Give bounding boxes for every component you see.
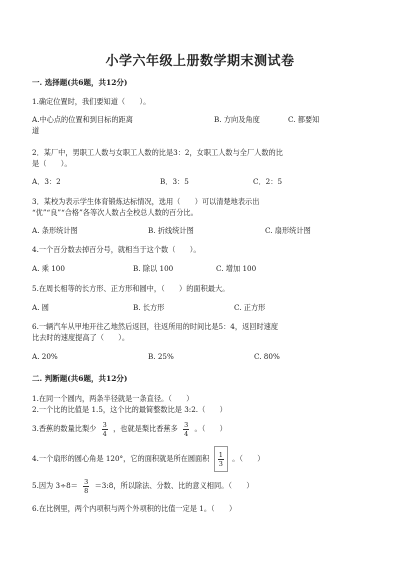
question-4: 4.一个百分数去掉百分号，就相当于这个数（ ）。 bbox=[32, 245, 201, 254]
q1-option-a-wrap: 道 bbox=[32, 126, 40, 135]
judgement-3-text-c: 。（ ） bbox=[194, 424, 227, 433]
q4-option-b[interactable]: B. 除以 100 bbox=[133, 264, 174, 273]
q3-option-c[interactable]: C. 扇形统计图 bbox=[265, 226, 311, 235]
judgement-6: 6.在比例里，两个内项积与两个外项积的比值一定是 1。（ ） bbox=[32, 504, 237, 513]
judgement-4-text-a: 4.一个扇形的圆心角是 120°，它的面积就是所在圆面积 bbox=[32, 454, 210, 463]
question-1: 1.确定位置时，我们要知道（ ）。 bbox=[32, 97, 151, 106]
judgement-3-text-b: ，也就是梨比香蕉多 bbox=[113, 424, 178, 433]
q3-option-a[interactable]: A. 条形统计图 bbox=[32, 226, 78, 235]
fraction-denominator: 3 bbox=[218, 459, 223, 468]
fraction-numerator: 3 bbox=[84, 477, 89, 486]
fraction-three-eighths bbox=[83, 478, 89, 495]
question-5: 5.在周长相等的长方形、正方形和圆中，（ ）的面积最大。 bbox=[32, 284, 230, 293]
judgement-2: 2.一个比的比值是 1.5，这个比的最简整数比是 3:2.（ ） bbox=[32, 405, 227, 414]
question-6-line-1: 6.一辆汽车从甲地开往乙地然后返回，往返所用的时间比是5：4，返回时速度 bbox=[32, 322, 279, 331]
q1-option-a[interactable]: A.中心点的位置和到目标的距离 bbox=[32, 115, 133, 124]
question-3-line-2: “优”“良”“合格”各等次人数占全校总人数的百分比。 bbox=[32, 208, 198, 217]
q1-option-c[interactable]: C. 都要知 bbox=[288, 115, 320, 124]
q4-option-a[interactable]: A. 乘 100 bbox=[32, 264, 65, 273]
fraction-three-quarters bbox=[102, 421, 108, 438]
fraction-box bbox=[214, 446, 228, 472]
fraction-numerator: 3 bbox=[184, 420, 189, 429]
section-heading-judgement: 二. 判断题(共6题，共12分) bbox=[32, 374, 128, 383]
question-1-options bbox=[32, 114, 372, 138]
q6-option-a[interactable]: A. 20% bbox=[32, 352, 58, 361]
page-title: 小学六年级上册数学期末测试卷 bbox=[105, 54, 295, 69]
fraction-denominator: 4 bbox=[102, 429, 107, 438]
q5-option-b[interactable]: B. 长方形 bbox=[133, 303, 165, 312]
judgement-3-text-a: 3.香蕉的数量比梨少 bbox=[32, 424, 97, 433]
q3-option-b[interactable]: B. 折线统计图 bbox=[148, 226, 194, 235]
judgement-5-text-b: ＝3:8，所以除法、分数、比的意义相同。（ ） bbox=[94, 481, 254, 490]
q4-option-c[interactable]: C. 增加 100 bbox=[216, 264, 257, 273]
q5-option-a[interactable]: A. 圆 bbox=[32, 303, 49, 312]
q6-option-c[interactable]: C. 80% bbox=[254, 352, 280, 361]
judgement-5-text-a: 5.因为 3÷8＝ bbox=[32, 481, 78, 490]
fraction-denominator: 8 bbox=[84, 486, 89, 495]
question-2-line-2: 是（ ）。 bbox=[32, 159, 72, 168]
question-3-line-1: 3．某校为表示学生体育锻炼达标情况，选用（ ）可以清楚地表示出 bbox=[32, 197, 260, 206]
judgement-4-text-b: 。（ ） bbox=[232, 454, 265, 463]
question-2-line-1: 2．某厂中，男职工人数与女职工人数的比是3：2，女职工人数与全厂人数的比 bbox=[32, 148, 283, 157]
question-6-line-2: 比去时的速度提高了（ ）。 bbox=[32, 333, 130, 342]
q2-option-b[interactable]: B．3：5 bbox=[160, 177, 189, 186]
q6-option-b[interactable]: B. 25% bbox=[148, 352, 174, 361]
q5-option-c[interactable]: C. 正方形 bbox=[234, 303, 266, 312]
judgement-5 bbox=[32, 475, 372, 497]
judgement-3 bbox=[32, 418, 372, 440]
fraction-one-third bbox=[218, 451, 224, 468]
fraction-numerator: 3 bbox=[102, 420, 107, 429]
q2-option-a[interactable]: A．3：2 bbox=[32, 177, 61, 186]
fraction-numerator: 1 bbox=[218, 450, 223, 459]
q1-option-b[interactable]: B. 方向及角度 bbox=[214, 115, 260, 124]
fraction-denominator: 4 bbox=[184, 429, 189, 438]
section-heading-choice: 一. 选择题(共6题，共12分) bbox=[32, 78, 128, 87]
fraction-three-quarters-2 bbox=[183, 421, 189, 438]
judgement-1: 1.在同一个圆内，两条半径就是一条直径。（ ） bbox=[32, 394, 194, 403]
q2-option-c[interactable]: C．2：5 bbox=[253, 177, 283, 186]
judgement-4 bbox=[32, 446, 372, 472]
